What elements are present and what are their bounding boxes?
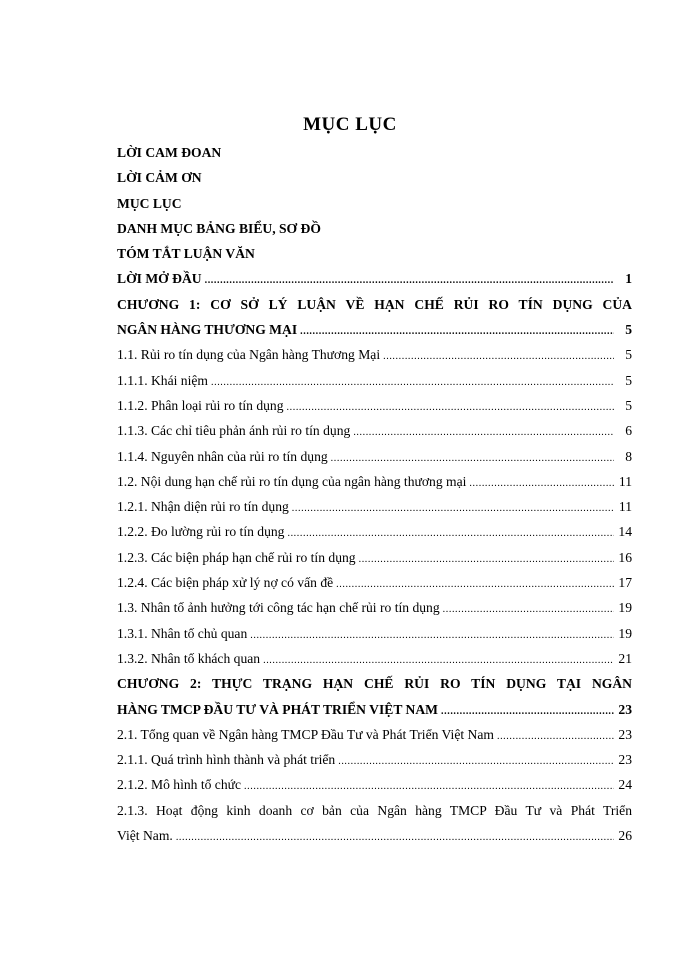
toc-page-number: 5 <box>625 372 632 388</box>
table-of-contents <box>117 140 632 848</box>
toc-page-number: 23 <box>618 701 632 717</box>
dot-leader <box>176 825 614 850</box>
toc-entry-text: 2.1.3. Hoạt động kinh doanh cơ bản của Ngân hàng TMCP Đầu Tư và Phát Triển <box>117 802 632 818</box>
toc-entry-text: LỜI MỞ ĐẦU <box>117 271 202 287</box>
toc-entry <box>117 570 632 595</box>
toc-entry-text: 1.2.2. Đo lường rủi ro tín dụng <box>117 524 285 540</box>
dot-leader <box>250 623 614 648</box>
toc-entry <box>117 798 632 823</box>
toc-entry-text: CHƯƠNG 1: CƠ SỞ LÝ LUẬN VỀ HẠN CHẾ RỦI RO TÍN DỤNG CỦA <box>117 296 632 312</box>
toc-entry <box>117 697 632 722</box>
dot-leader <box>353 420 614 445</box>
dot-leader <box>497 724 614 749</box>
front-matter-item: LỜI CAM ĐOAN <box>117 145 222 160</box>
dot-leader <box>211 370 614 395</box>
toc-entry <box>117 444 632 469</box>
dot-leader <box>443 597 614 622</box>
toc-page-number: 19 <box>618 625 632 641</box>
toc-entry-text: 1.2. Nội dung hạn chế rủi ro tín dụng của ngân hàng thương mại <box>117 473 467 489</box>
dot-leader <box>287 521 614 546</box>
page-title: MỤC LỤC <box>303 114 397 135</box>
toc-entry <box>117 418 632 443</box>
toc-page-number: 23 <box>618 726 632 742</box>
toc-page-number: 8 <box>625 448 632 464</box>
toc-entry <box>117 621 632 646</box>
toc-page-number: 6 <box>625 423 632 439</box>
dot-leader <box>336 572 614 597</box>
toc-page-number: 11 <box>618 473 632 489</box>
toc-entry <box>117 722 632 747</box>
toc-entry-text: 1.3. Nhân tố ảnh hưởng tới công tác hạn chế rủi ro tín dụng <box>117 600 440 616</box>
toc-entry <box>117 595 632 620</box>
toc-entry <box>117 292 632 317</box>
toc-entry-text: 2.1. Tổng quan về Ngân hàng TMCP Đầu Tư và Phát Triển Việt Nam <box>117 726 494 742</box>
toc-entry-text: 1.2.1. Nhận diện rủi ro tín dụng <box>117 499 289 515</box>
dot-leader <box>263 648 614 673</box>
toc-page-number: 19 <box>618 600 632 616</box>
toc-entry-text: 1.3.2. Nhân tố khách quan <box>117 650 261 666</box>
toc-entry-text: 1.3.1. Nhân tố chủ quan <box>117 625 248 641</box>
toc-entry-text: 2.1.2. Mô hình tổ chức <box>117 777 242 793</box>
toc-entries <box>117 266 632 848</box>
dot-leader <box>300 319 614 344</box>
front-matter-item: LỜI CẢM ƠN <box>117 170 202 186</box>
dot-leader <box>244 774 614 799</box>
toc-entry-text: 1.1.4. Nguyên nhân của rủi ro tín dụng <box>117 448 328 464</box>
toc-entry <box>117 494 632 519</box>
toc-page-number: 1 <box>625 271 632 287</box>
toc-entry <box>117 393 632 418</box>
front-matter-item: TÓM TẮT LUẬN VĂN <box>117 246 255 262</box>
toc-entry-text: CHƯƠNG 2: THỰC TRẠNG HẠN CHẾ RỦI RO TÍN DỤNG TẠI NGÂN <box>117 676 632 692</box>
dot-leader <box>338 749 614 774</box>
dot-leader <box>287 395 614 420</box>
front-matter-item: DANH MỤC BẢNG BIỂU, SƠ ĐỒ <box>117 220 321 236</box>
toc-entry-text: NGÂN HÀNG THƯƠNG MẠI <box>117 322 298 338</box>
toc-entry-text: 1.1.1. Khái niệm <box>117 372 208 388</box>
dot-leader <box>383 344 614 369</box>
toc-page-number: 17 <box>618 575 632 591</box>
toc-entry <box>117 317 632 342</box>
toc-entry <box>117 545 632 570</box>
toc-entry-text: 2.1.1. Quá trình hình thành và phát triển <box>117 752 336 768</box>
toc-entry <box>117 747 632 772</box>
toc-page-number: 16 <box>618 549 632 565</box>
dot-leader <box>205 268 614 293</box>
toc-entry-text: Việt Nam. <box>117 828 173 844</box>
toc-entry-text: 1.1.2. Phân loại rủi ro tín dụng <box>117 397 284 413</box>
toc-entry <box>117 671 632 696</box>
toc-page-number: 24 <box>618 777 632 793</box>
front-matter-item: MỤC LỤC <box>117 195 182 211</box>
toc-page-number: 26 <box>618 828 632 844</box>
toc-page-number: 5 <box>625 397 632 413</box>
toc-entry-text: 1.2.3. Các biện pháp hạn chế rủi ro tín dụng <box>117 549 356 565</box>
toc-entry <box>117 646 632 671</box>
toc-entry-text: HÀNG TMCP ĐẦU TƯ VÀ PHÁT TRIỂN VIỆT NAM <box>117 701 439 717</box>
toc-entry <box>117 519 632 544</box>
toc-entry <box>117 772 632 797</box>
toc-entry <box>117 342 632 367</box>
toc-entry-text: 1.1.3. Các chỉ tiêu phản ánh rủi ro tín dụng <box>117 423 351 439</box>
toc-page-number: 21 <box>618 650 632 666</box>
toc-page-number: 5 <box>625 322 632 338</box>
toc-entry-text: 1.1. Rủi ro tín dụng của Ngân hàng Thương Mại <box>117 347 381 363</box>
toc-entry <box>117 368 632 393</box>
toc-entry <box>117 469 632 494</box>
toc-page-number: 5 <box>625 347 632 363</box>
dot-leader <box>331 446 614 471</box>
toc-entry <box>117 266 632 291</box>
toc-page-number: 11 <box>618 499 632 515</box>
toc-page-number: 14 <box>618 524 632 540</box>
toc-entry <box>117 823 632 848</box>
dot-leader <box>441 699 614 724</box>
dot-leader <box>469 471 614 496</box>
dot-leader <box>359 547 614 572</box>
toc-entry-text: 1.2.4. Các biện pháp xử lý nợ có vấn đề <box>117 575 334 591</box>
dot-leader <box>292 496 614 521</box>
toc-page-number: 23 <box>618 752 632 768</box>
